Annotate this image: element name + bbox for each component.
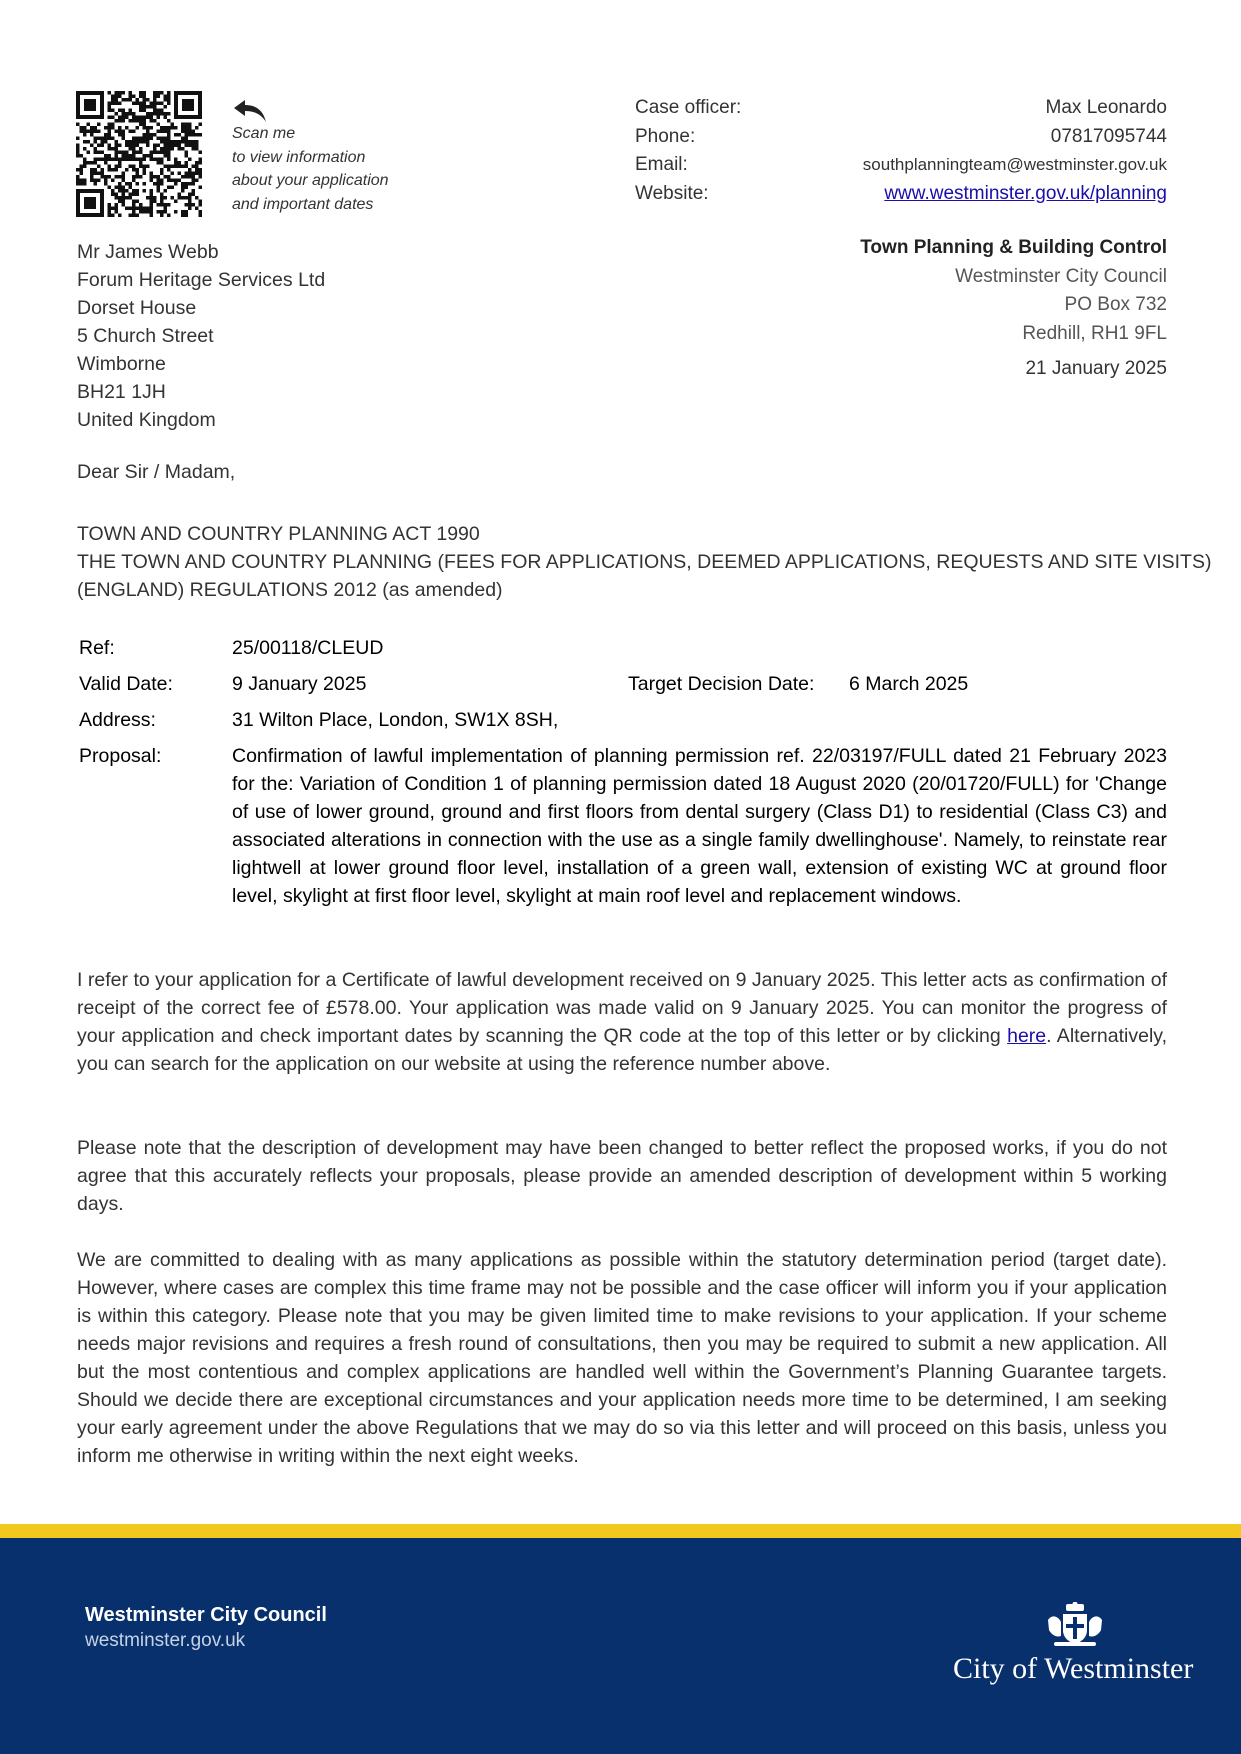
website-link[interactable]: www.westminster.gov.uk/planning [884, 182, 1167, 204]
salutation: Dear Sir / Madam, [77, 461, 236, 483]
council-po-box: PO Box 732 [1064, 294, 1167, 315]
qr-code[interactable] [76, 91, 202, 217]
proposal-label: Proposal: [79, 745, 162, 767]
legislation-line: (ENGLAND) REGULATIONS 2012 (as amended) [77, 579, 503, 601]
phone-value: 07817095744 [1050, 125, 1167, 147]
recipient-line: Wimborne [77, 353, 166, 375]
legislation-heading [77, 520, 1212, 604]
phone-row [635, 123, 1167, 152]
recipient-line: 5 Church Street [77, 325, 214, 347]
recipient-line: Dorset House [77, 297, 197, 319]
website-label: Website: [635, 182, 709, 204]
recipient-line: United Kingdom [77, 409, 216, 431]
qr-caption-line: and important dates [232, 195, 374, 213]
paragraph-receipt [77, 966, 1167, 1078]
dates-row [79, 670, 1167, 706]
target-date-value: 6 March 2025 [849, 673, 969, 695]
paragraph-text: . Alternatively, you can search for the application on our website at using the reference number above. [77, 1025, 1167, 1075]
address-value: 31 Wilton Place, London, SW1X 8SH, [232, 709, 559, 731]
legislation-line: TOWN AND COUNTRY PLANNING ACT 1990 [77, 523, 480, 545]
recipient-line: BH21 1JH [77, 381, 166, 403]
paragraph-determination: We are committed to dealing with as many applications as possible within the statutory determination period (target date). However, where cases are complex this time frame may not be possible and the case officer will inform you if your application is within this category. Please note that you may be given limited time to make revisions to your application. If your scheme needs major revisions and requires a fresh round of consultations, then you may be required to submit a new application. All but the most contentious and complex applications are handled well within the Government’s Planning Guarantee targets. Should we decide there are exceptional circumstances and your application needs more time to be determined, I am seeking your early agreement under the above Regulations that we may do so via this letter and will proceed on this basis, unless you inform me otherwise in writing within the next eight weeks. [77, 1249, 1167, 1467]
phone-label: Phone: [635, 125, 696, 147]
application-details [79, 634, 1167, 910]
qr-caption-line: Scan me [232, 125, 296, 142]
letter-date: 21 January 2025 [1025, 358, 1167, 379]
footer-website: westminster.gov.uk [85, 1630, 246, 1651]
ref-value: 25/00118/CLEUD [232, 637, 384, 659]
email-row [635, 151, 1167, 180]
proposal-value: Confirmation of lawful implementation of planning permission ref. 22/03197/FULL dated 21 February 2023 for the: Variation of Condition 1 of planning permission dated 18 August 2020 (20/01720/FULL) for 'Change of use of lower ground, ground and first floors from dental surgery (Class D1) to residential (Class C3) and associated alterations in connection with the use as a single family dwellinghouse'. Namely, to reinstate rear lightwell at lower ground floor level, installation of a green wall, extension of existing WC at ground floor level, skylight at first floor level, skylight at main roof level and replacement windows. [232, 745, 1167, 907]
here-link[interactable]: here [1007, 1025, 1047, 1047]
case-officer-label: Case officer: [635, 97, 742, 118]
target-date-label: Target Decision Date: [628, 673, 815, 695]
website-row [635, 180, 1167, 209]
address-row [79, 706, 1167, 742]
case-officer-value: Max Leonardo [1045, 97, 1167, 118]
recipient-line: Mr James Webb [77, 241, 219, 263]
curved-arrow-icon [232, 98, 268, 124]
westminster-crest-icon [1046, 1602, 1104, 1648]
qr-caption-line: about your application [232, 172, 389, 189]
qr-caption [232, 122, 452, 216]
proposal-row [79, 742, 1167, 910]
footer-city-name: City of Westminster [953, 1652, 1194, 1685]
email-value: southplanningteam@westminster.gov.uk [862, 155, 1167, 174]
paragraph-text: I refer to your application for a Certificate of lawful development received on 9 January 2025. This letter acts as confirmation of receipt of the correct fee of £578.00. Your application was made valid on 9 January 2025. You can monitor the progress of your application and check important dates by scanning the QR code at the top of this letter or by clicking [77, 969, 1167, 1047]
council-town: Redhill, RH1 9FL [1022, 322, 1167, 344]
address-label: Address: [79, 709, 156, 731]
council-name: Westminster City Council [955, 265, 1167, 287]
ref-label: Ref: [79, 637, 115, 659]
footer-council-name: Westminster City Council [85, 1604, 327, 1626]
council-department: Town Planning & Building Control [860, 237, 1167, 258]
ref-row [79, 634, 1167, 670]
valid-date-value: 9 January 2025 [232, 673, 367, 695]
email-label: Email: [635, 154, 688, 175]
contact-details [635, 94, 1167, 208]
qr-caption-line: to view information [232, 148, 366, 166]
footer-stripe [0, 1524, 1241, 1538]
council-address [860, 234, 1167, 348]
paragraph-description: Please note that the description of development may have been changed to better reflect the proposed works, if you do not agree that this accurately reflects your proposals, please provide an amended description of development within 5 working days. [77, 1137, 1167, 1215]
valid-date-label: Valid Date: [79, 673, 173, 695]
case-officer-row [635, 94, 1167, 123]
recipient-line: Forum Heritage Services Ltd [77, 269, 326, 291]
recipient-address [77, 238, 325, 434]
legislation-line: THE TOWN AND COUNTRY PLANNING (FEES FOR APPLICATIONS, DEEMED APPLICATIONS, REQUESTS AND SITE VISITS) [77, 551, 1212, 573]
